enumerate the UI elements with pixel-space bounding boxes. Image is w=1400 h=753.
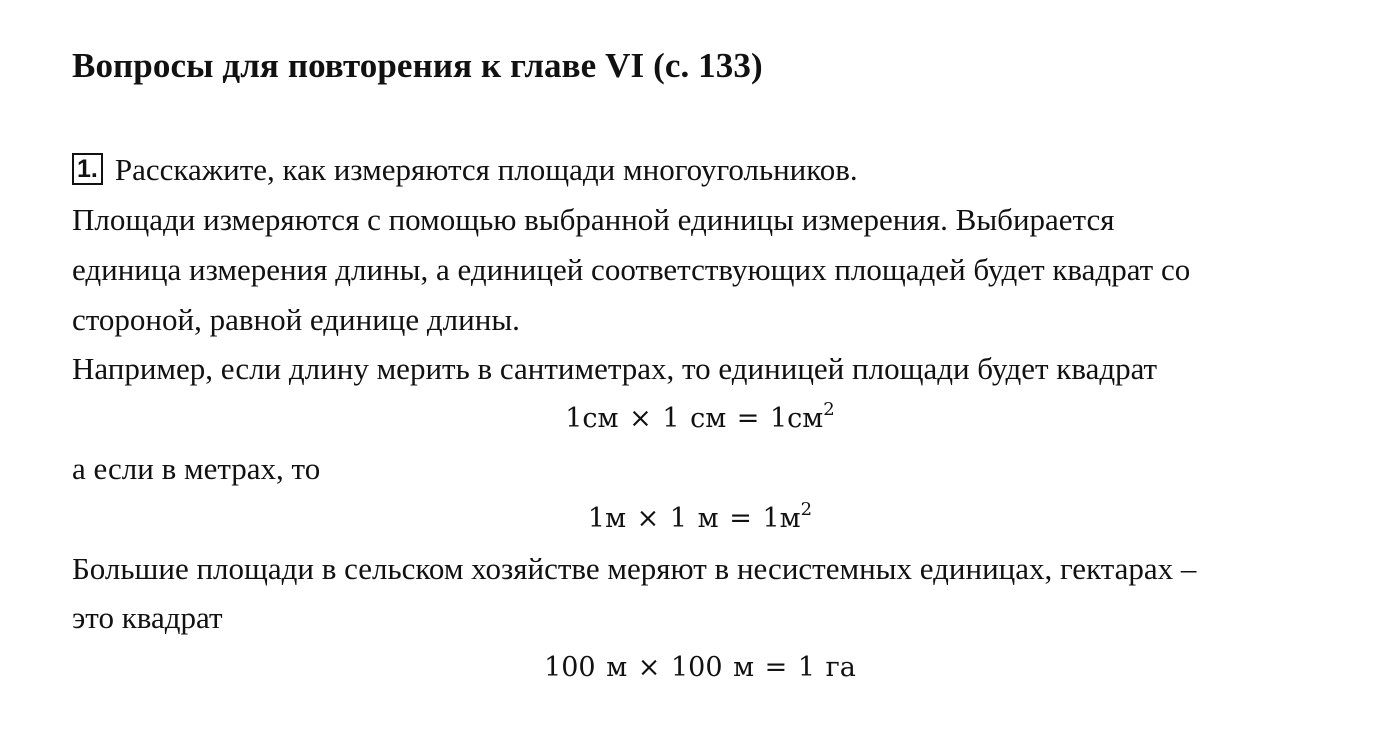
answer-line-3: стороной, равной единице длины. (72, 302, 520, 337)
question-number-badge: 1. (72, 153, 103, 185)
answer-line-5: а если в метрах, то (72, 451, 321, 486)
page-title: Вопросы для повторения к главе VI (с. 133) (72, 46, 763, 85)
formula-exponent: 2 (800, 499, 813, 520)
formula-square-meter (0, 499, 1400, 539)
answer-line-4: Например, если длину мерить в сантиметрах, то единицей площади будет квадрат (72, 351, 1158, 386)
formula-text: 1м × 1 м = 1м (587, 503, 801, 534)
answer-line-6: Большие площади в сельском хозяйстве меряют в несистемных единицах, гектарах – (72, 551, 1197, 586)
formula-square-centimeter (0, 399, 1400, 439)
answer-line-1: Площади измеряются с помощью выбранной единицы измерения. Выбирается (72, 202, 1115, 237)
question-text: Расскажите, как измеряются площади многоугольников. (114, 152, 858, 187)
formula-exponent: 2 (823, 399, 835, 420)
formula-hectare: 100 м × 100 м = 1 га (544, 652, 856, 683)
formula-text: 1см × 1 см = 1см (565, 403, 824, 434)
answer-line-7: это квадрат (72, 600, 223, 635)
question-line (72, 150, 858, 190)
answer-line-2: единица измерения длины, а единицей соответствующих площадей будет квадрат со (72, 252, 1191, 287)
